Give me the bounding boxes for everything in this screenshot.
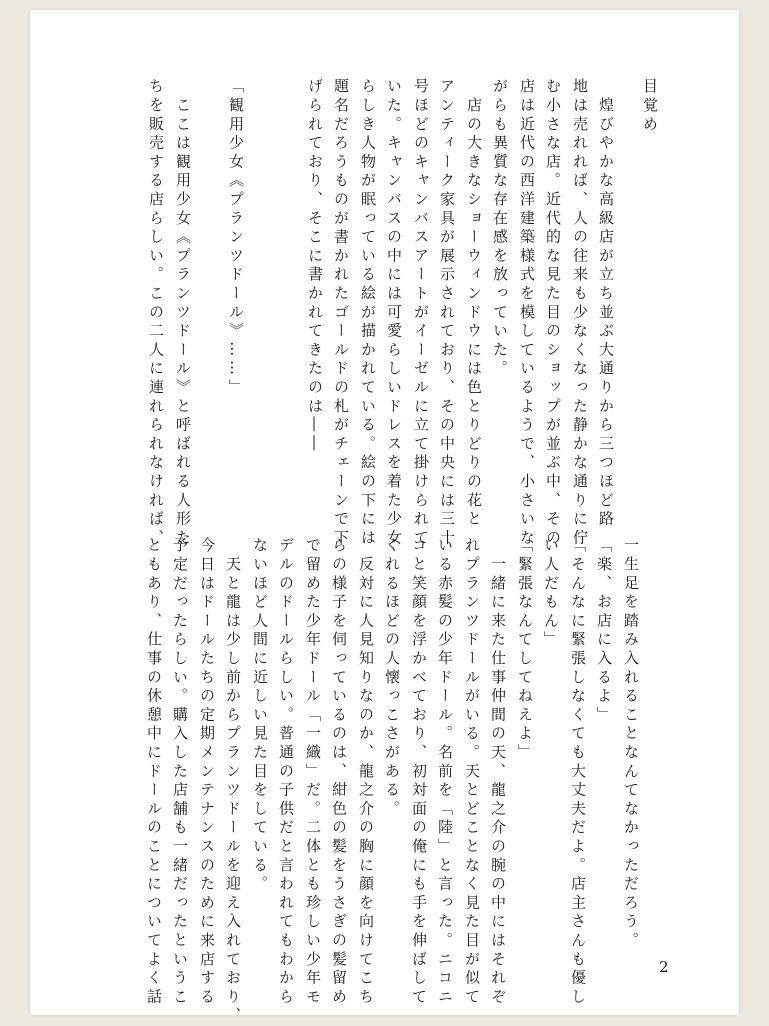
text-line: 題名だろうものが書かれたゴールドの札がチェーンで下	[332, 78, 350, 548]
text-line: 「楽、お店に入るよ」	[595, 537, 613, 725]
text-line: アンティーク家具が展示されており、その中央には三十	[438, 78, 456, 548]
text-line: れプランツドールがいる。天とどことなく見た目が似て	[463, 537, 481, 1007]
text-line: コと笑顔を浮かべており、初対面の俺にも手を伸ばして	[410, 537, 428, 1007]
text-line: で留めた少年ドール「一織」だ。二体とも珍しい少年モ	[304, 537, 322, 1007]
text-line: 「そんなに緊張しなくても大丈夫だよ。店主さんも優し	[569, 537, 587, 1007]
text-line: がらも異質な存在感を放っていた。	[491, 78, 509, 379]
text-line: げられており、そこに書かれてきたのは――	[306, 78, 324, 454]
page-number: 2	[659, 958, 669, 976]
text-line: くれるほどの人懐っこさがある。	[383, 537, 401, 819]
text-line: 「観用少女《プランツドール》……」	[227, 78, 245, 398]
text-line: いる赤髪の少年ドール。名前を「陸」と言った。ニコニ	[436, 537, 454, 1007]
text-line: 地は売れれば、人の往来も少なくなった静かな通りに佇	[571, 78, 589, 548]
text-line: む小さな店。近代的な見た目のショップが並ぶ中、その	[544, 78, 562, 548]
text-line: 反対に人見知りなのか、龍之介の胸に顔を向けてこち	[357, 537, 375, 1007]
text-line: デルのドールらしい。普通の子供だと言われてもわから	[277, 537, 295, 1007]
text-line: いた。キャンバスの中には可愛らしいドレスを着た少女	[385, 78, 403, 548]
text-line: 一緒に来た仕事仲間の天、龍之介の腕の中にはそれぞ	[489, 537, 507, 1007]
text-line: 一生足を踏み入れることなんてなかっただろう。	[622, 537, 640, 951]
text-line: ちを販売する店らしい。この二人に連れられなければ、	[147, 78, 165, 548]
text-line: 予定だったらしい。購入した店舗も一緒だったというこ	[171, 537, 189, 1007]
text-line: ないほど人間に近しい見た目をしている。	[251, 537, 269, 895]
text-line: らの様子を伺っているのは、紺色の髪をうさぎの髪留め	[330, 537, 348, 1007]
text-line: 店は近代の西洋建築様式を模しているようで、小さいな	[518, 78, 536, 548]
text-line: 「緊張なんてしてねえよ」	[516, 537, 534, 763]
text-line: らしき人物が眠っている絵が描かれている。絵の下には	[359, 78, 377, 548]
text-line: 今日はドールたちの定期メンテナンスのために来店する	[198, 537, 216, 1007]
text-line: い人だもん」	[542, 537, 560, 650]
text-line: 号ほどのキャンバスアートがイーゼルに立て掛けられて	[412, 78, 430, 548]
text-line: 天と龍は少し前からプランツドールを迎え入れており、	[224, 537, 242, 1026]
text-line: 店の大きなショーウィンドウには色とりどりの花と	[465, 78, 483, 530]
chapter-title: 目覚め	[641, 78, 659, 135]
text-line: ともあり、仕事の休憩中にドールのことについてよく話	[145, 537, 163, 1007]
text-line: 煌びやかな高級店が立ち並ぶ大通りから三つほど路	[597, 78, 615, 530]
book-page	[30, 10, 739, 1026]
text-line: ここは観用少女《プランツドール》と呼ばれる人形た	[174, 78, 192, 548]
